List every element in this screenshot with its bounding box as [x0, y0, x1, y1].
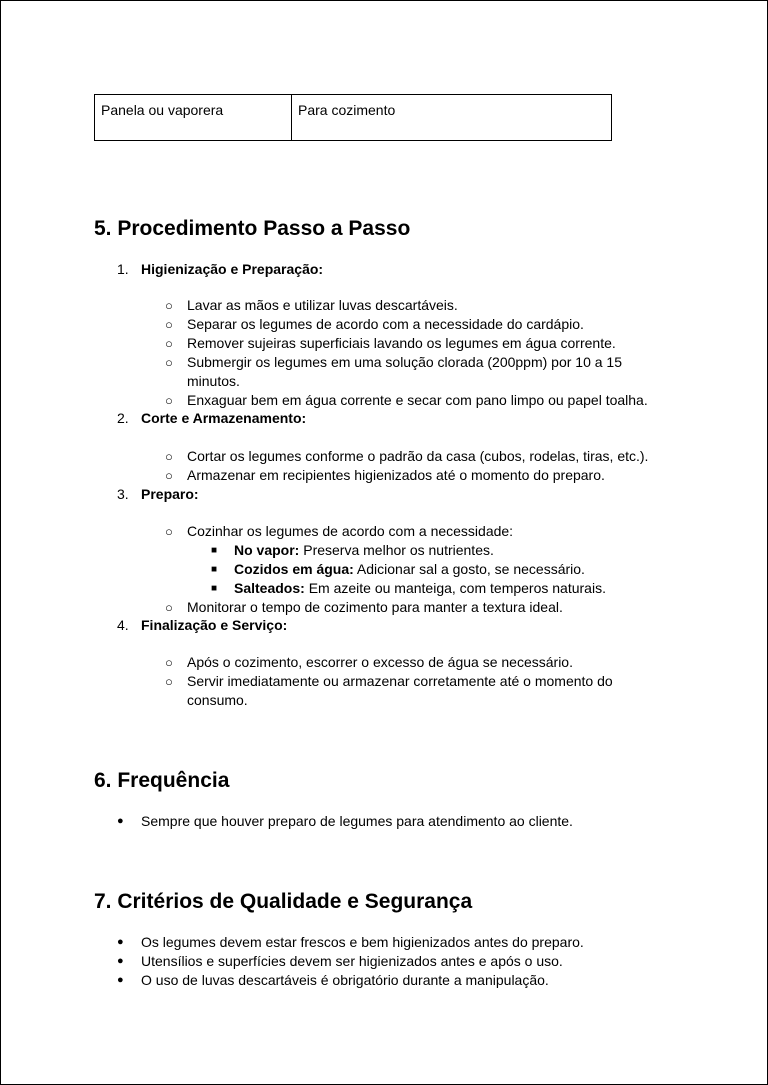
square-bullet-icon: ■: [211, 564, 218, 575]
equipment-table: [94, 94, 612, 141]
section-heading: 6. Frequência: [94, 769, 230, 792]
sub-list-item: [234, 560, 585, 579]
section-heading: 5. Procedimento Passo a Passo: [94, 217, 411, 240]
sub-item-label: Salteados:: [234, 580, 305, 596]
list-item-continuation: minutos.: [187, 373, 240, 389]
list-item: Após o cozimento, escorrer o excesso de água se necessário.: [187, 654, 573, 670]
circle-bullet-icon: ○: [165, 449, 173, 464]
sub-list-item: [234, 541, 494, 560]
step-number: 1.: [117, 261, 129, 277]
step-number: 4.: [117, 617, 129, 633]
circle-bullet-icon: ○: [165, 393, 173, 408]
bullet-icon: ●: [117, 815, 124, 827]
bullet-icon: ●: [117, 936, 124, 948]
bullet-icon: ●: [117, 955, 124, 967]
list-item: Cozinhar os legumes de acordo com a necessidade:: [187, 523, 514, 539]
square-bullet-icon: ■: [211, 583, 218, 594]
circle-bullet-icon: ○: [165, 298, 173, 313]
table-cell: Panela ou vaporera: [95, 95, 292, 141]
step-title: Preparo:: [141, 486, 199, 502]
circle-bullet-icon: ○: [165, 468, 173, 483]
list-item: Lavar as mãos e utilizar luvas descartáveis.: [187, 297, 458, 313]
step-number: 3.: [117, 486, 129, 502]
list-item: Remover sujeiras superficiais lavando os legumes em água corrente.: [187, 335, 616, 351]
square-bullet-icon: ■: [211, 545, 218, 556]
list-item: Separar os legumes de acordo com a necessidade do cardápio.: [187, 316, 584, 332]
list-item: O uso de luvas descartáveis é obrigatório durante a manipulação.: [141, 972, 549, 988]
list-item: Armazenar em recipientes higienizados até o momento do preparo.: [187, 467, 605, 483]
circle-bullet-icon: ○: [165, 524, 173, 539]
step-title: Corte e Armazenamento:: [141, 410, 307, 426]
sub-item-label: No vapor:: [234, 542, 300, 558]
list-item: Sempre que houver preparo de legumes para atendimento ao cliente.: [141, 813, 573, 829]
sub-item-label: Cozidos em água:: [234, 561, 354, 577]
sub-list-item: [234, 579, 606, 598]
sub-item-text: Preserva melhor os nutrientes.: [299, 542, 494, 558]
sub-item-text: Adicionar sal a gosto, se necessário.: [353, 561, 585, 577]
circle-bullet-icon: ○: [165, 336, 173, 351]
step-number: 2.: [117, 410, 129, 426]
section-heading: 7. Critérios de Qualidade e Segurança: [94, 890, 473, 913]
list-item: Os legumes devem estar frescos e bem higienizados antes do preparo.: [141, 934, 584, 950]
circle-bullet-icon: ○: [165, 600, 173, 615]
step-title: Finalização e Serviço:: [141, 617, 288, 633]
circle-bullet-icon: ○: [165, 674, 173, 689]
bullet-icon: ●: [117, 974, 124, 986]
list-item: Monitorar o tempo de cozimento para manter a textura ideal.: [187, 599, 563, 615]
circle-bullet-icon: ○: [165, 655, 173, 670]
table-cell: Para cozimento: [292, 95, 612, 141]
circle-bullet-icon: ○: [165, 355, 173, 370]
sub-item-text: Em azeite ou manteiga, com temperos naturais.: [304, 580, 606, 596]
list-item: Utensílios e superfícies devem ser higienizados antes e após o uso.: [141, 953, 563, 969]
list-item: Servir imediatamente ou armazenar corretamente até o momento do: [187, 673, 613, 689]
list-item: Enxaguar bem em água corrente e secar com pano limpo ou papel toalha.: [187, 392, 648, 408]
list-item: Cortar os legumes conforme o padrão da casa (cubos, rodelas, tiras, etc.).: [187, 448, 649, 464]
step-title: Higienização e Preparação:: [141, 261, 324, 277]
list-item-continuation: consumo.: [187, 692, 248, 708]
table-row: [95, 95, 612, 141]
list-item: Submergir os legumes em uma solução clorada (200ppm) por 10 a 15: [187, 354, 623, 370]
circle-bullet-icon: ○: [165, 317, 173, 332]
